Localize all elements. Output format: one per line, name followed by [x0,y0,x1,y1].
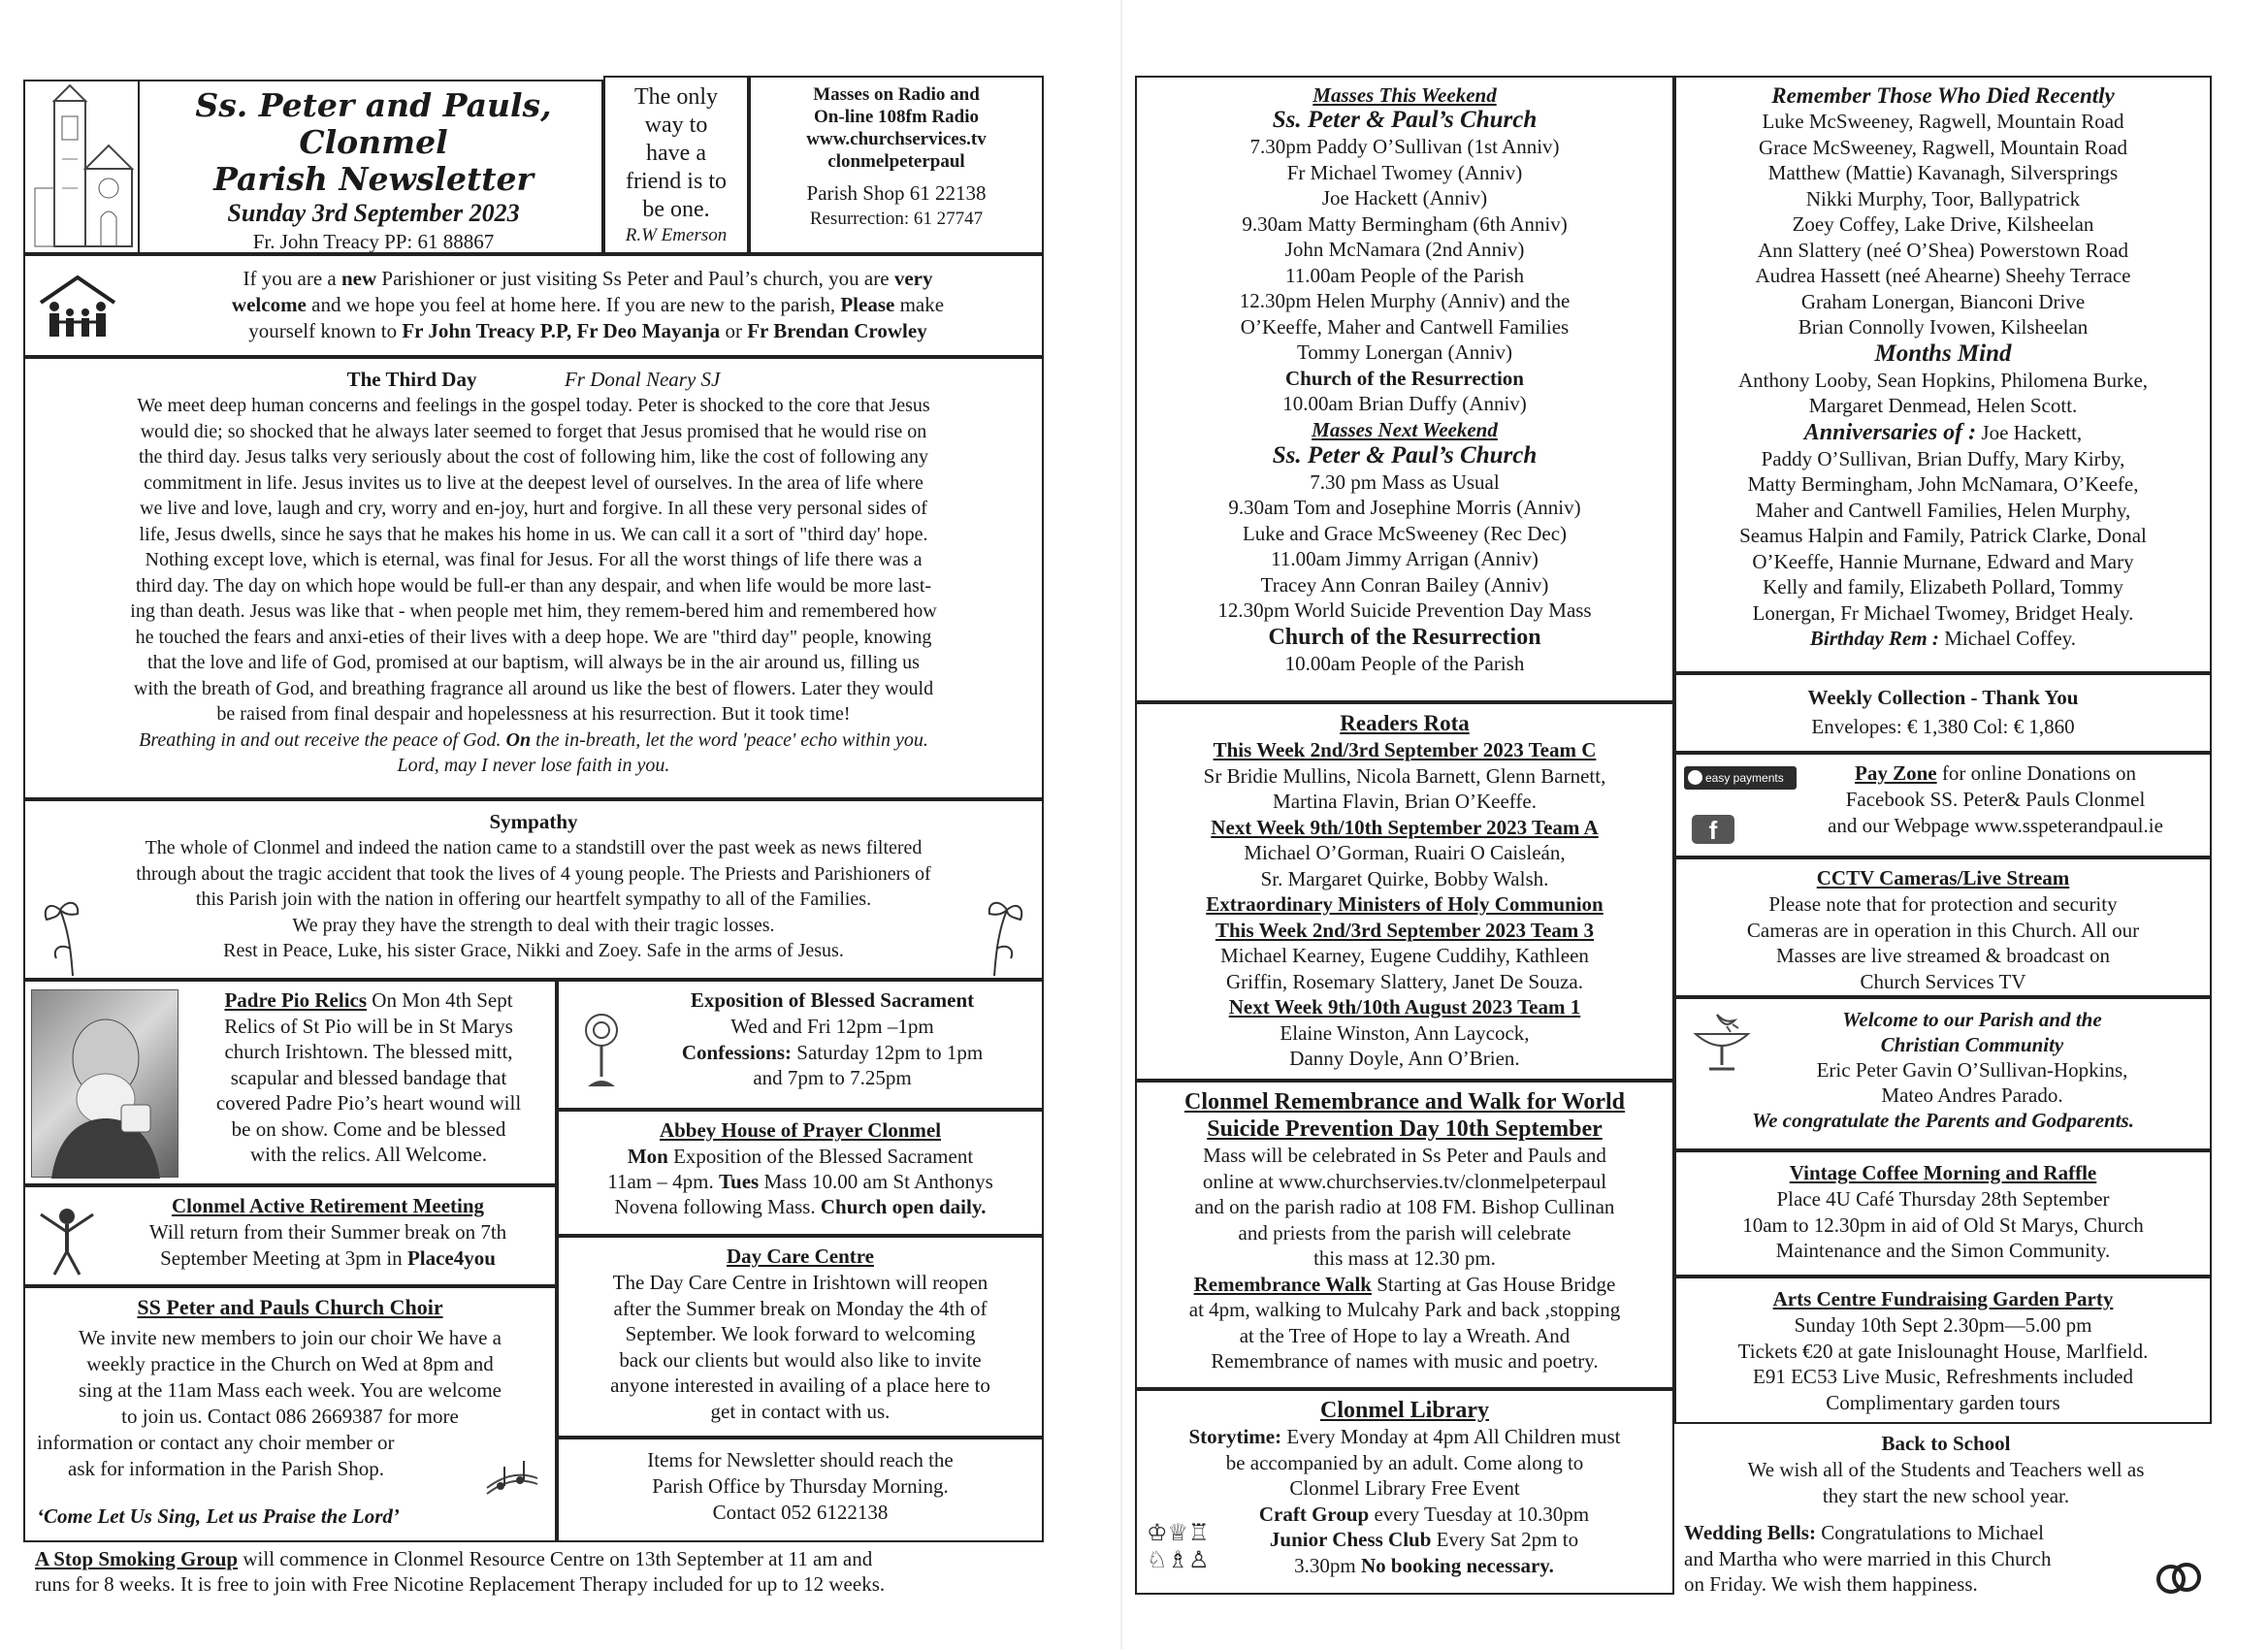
monstrance-icon [582,1007,621,1088]
readers-title: Readers Rota [1340,711,1470,735]
cctv-line: Masses are live streamed & broadcast on [1775,944,2111,967]
anniversaries-title: Anniversaries of : [1803,419,1977,445]
masses-box [1135,76,1674,702]
baptism-congrats: We congratulate the Parents and Godparents. [1752,1109,2134,1132]
mass-line: John McNamara (2nd Anniv) [1284,238,1525,261]
anniversaries-line: Maher and Cantwell Families, Helen Murphy, [1755,498,2131,522]
remembrance-title: Suicide Prevention Day 10th September [1207,1116,1603,1142]
welcome-line: welcome and we hope you feel at home here. If you are new to the parish, Please make [231,293,945,316]
third-day-line: Nothing except love, which is eternal, was final for Jesus. For all the worst things of life there was a [145,549,923,570]
padre-pio-line: with the relics. All Welcome. [249,1143,488,1166]
smoking-line: runs for 8 weeks. It is free to join with Free Nicotine Replacement Therapy included for up to 12 weeks. [35,1572,886,1596]
padre-pio-line: scapular and blessed bandage that [230,1065,507,1089]
ministers-heading: Next Week 9th/10th August 2023 Team 1 [1228,995,1581,1018]
library-title: Clonmel Library [1320,1398,1489,1423]
anniversaries-line: Kelly and family, Elizabeth Pollard, Tommy [1763,575,2123,598]
retirement-line: September Meeting at 3pm in Place4you [160,1246,496,1270]
ministers-line: Michael Kearney, Eugene Cuddihy, Kathleen [1220,944,1589,967]
baptism-box [1674,997,2212,1150]
smoking-line: A Stop Smoking Group will commence in Clonmel Resource Centre on 13th September at 11 am and [35,1547,873,1570]
library-line: Junior Chess Club Every Sat 2pm to [1269,1528,1579,1551]
day-care-title: Day Care Centre [726,1245,874,1268]
third-day-line: with the breath of God, and breathing fragrance all around us like the best of flowers. Later they would [133,677,934,699]
smoking-notice [35,1546,1053,1597]
day-care-box [557,1236,1044,1438]
padre-pio-line: Relics of St Pio will be in St Marys [224,1014,513,1038]
mass-line: 9.30am Tom and Josephine Morris (Anniv) [1228,496,1581,519]
third-day-title: The Third Day [346,368,477,391]
sympathy-line: The whole of Clonmel and indeed the nation came to a standstill over the past week as news filtered [145,837,923,858]
mass-line: Luke and Grace McSweeney (Rec Dec) [1242,521,1568,545]
payzone-title[interactable]: Pay Zone [1855,761,1937,785]
third-day-closing: Lord, may I never lose faith in you. [397,755,670,776]
quote-box [603,76,749,254]
walk-title: Remembrance Walk [1193,1272,1372,1296]
deceased-line: Matthew (Mattie) Kavanagh, Silversprings [1767,161,2119,184]
remembrance-line: and priests from the parish will celebrate [1238,1220,1571,1245]
masses-weekend-title: Masses This Weekend [1312,83,1497,107]
third-day-author: Fr Donal Neary SJ [564,368,721,391]
readers-heading: This Week 2nd/3rd September 2023 Team C [1213,738,1597,761]
collection-line: Envelopes: € 1,380 Col: € 1,860 [1811,715,2075,738]
mass-line: O’Keeffe, Maher and Cantwell Families [1240,314,1570,339]
payzone-box [1674,753,2212,857]
arts-line: Complimentary garden tours [1826,1390,2060,1414]
church-name: Church of the Resurrection [1285,366,1524,390]
masthead-date: Sunday 3rd September 2023 [227,199,520,227]
mass-line: 7.30 pm Mass as Usual [1310,469,1500,494]
choir-line: We invite new members to join our choir We have a [79,1326,502,1349]
third-day-line: We meet deep human concerns and feelings in the gospel today. Peter is shocked to the core that Jesus [137,395,930,416]
church-illustration [25,81,140,254]
sympathy-line: this Parish join with the nation in offering our heartfelt sympathy to all of the Families. [195,889,872,910]
exposition-line: Wed and Fri 12pm –1pm [730,1015,934,1038]
mass-line: 11.00am People of the Parish [1285,263,1524,287]
church-name: Ss. Peter & Paul’s Church [1272,107,1538,133]
quote-line: The only [634,84,718,110]
retirement-box [23,1185,557,1286]
day-care-line: September. We look forward to welcoming [625,1322,976,1345]
vintage-box [1674,1150,2212,1277]
svg-text:♔♕♖: ♔♕♖ [1147,1519,1210,1546]
mass-line: Tracey Ann Conran Bailey (Anniv) [1260,572,1549,597]
deceased-line: Graham Lonergan, Bianconi Drive [1800,289,2086,313]
church-name: Church of the Resurrection [1268,624,1541,650]
quote-line: way to [644,113,708,138]
choir-line: weekly practice in the Church on Wed at 8pm and [86,1352,494,1375]
padre-pio-line: Padre Pio Relics On Mon 4th Sept [224,988,513,1012]
library-line: Craft Group every Tuesday at 10.30pm [1258,1502,1590,1526]
deceased-line: Zoey Coffey, Lake Drive, Kilsheelan [1792,212,2094,236]
welcome-line: If you are a new Parishioner or just visiting Ss Peter and Paul’s church, you are very [243,267,933,290]
sympathy-line: through about the tragic accident that took the lives of 4 young people. The Priests and Parishioners of [136,862,931,885]
cctv-title: CCTV Cameras/Live Stream [1816,866,2070,889]
third-day-heading [31,367,1036,393]
anniversaries-line: Matty Bermingham, John McNamara, O’Keefe, [1747,472,2139,496]
baptism-title: Welcome to our Parish and the [1842,1008,2102,1031]
payzone-badge[interactable]: easy payments plus [1684,766,1797,790]
third-day-line: life, Jesus dwells, since he says that he makes his home in us. We can call it a sort of "third day' hope. [139,523,928,545]
cctv-box [1674,857,2212,997]
arts-line: Sunday 10th Sept 2.30pm—5.00 pm [1794,1313,2092,1337]
mass-line: 11.00am Jimmy Arrigan (Anniv) [1271,547,1539,570]
cctv-line: Please note that for protection and security [1768,892,2118,916]
third-day-line: ing than death. Jesus was like that - when people met him, they remem-bered him and remembered how [130,600,937,622]
abbey-title: Abbey House of Prayer Clonmel [659,1118,942,1142]
abbey-box [557,1110,1044,1236]
wedding-line: on Friday. We wish them happiness. [1684,1572,1978,1596]
ministers-heading: Extraordinary Ministers of Holy Communion [1206,892,1604,916]
sympathy-title: Sympathy [489,810,578,833]
resurrection-phone: Resurrection: 61 27747 [809,209,984,229]
walk-line: Remembrance Walk Starting at Gas House Bridge [1193,1272,1616,1296]
collection-box [1674,673,2212,753]
third-day-line: third day. The day on which hope would be full-er than any despair, and when life would be more last- [135,574,932,597]
third-day-line: would die; so shocked that he always later seemed to forget that Jesus promised that he would rise on [140,420,927,442]
remembrance-line: this mass at 12.30 pm. [1313,1246,1496,1270]
collection-title: Weekly Collection - Thank You [1807,686,2079,709]
remembrance-line: Mass will be celebrated in Ss Peter and Pauls and [1203,1144,1606,1167]
masses-next-title: Masses Next Weekend [1312,417,1498,441]
deceased-line: Luke McSweeney, Ragwell, Mountain Road [1762,110,2124,133]
months-mind-title: Months Mind [1874,340,2012,367]
vintage-line: Maintenance and the Simon Community. [1775,1239,2111,1262]
remembrance-title: Clonmel Remembrance and Walk for World [1183,1089,1625,1115]
choir-line: ask for information in the Parish Shop. [68,1457,385,1480]
church-name: Ss. Peter & Paul’s Church [1272,441,1538,469]
baptism-line: Eric Peter Gavin O’Sullivan-Hopkins, [1816,1058,2128,1082]
radio-box [749,76,1044,254]
masthead-pp: Fr. John Treacy PP: 61 88867 [252,230,495,253]
readers-line: Sr. Margaret Quirke, Bobby Walsh. [1260,866,1549,890]
choir-line: information or contact any choir member or [37,1431,395,1454]
retirement-line: Will return from their Summer break on 7th [148,1220,507,1244]
dancing-figure-icon [33,1201,101,1278]
ministers-line: Danny Doyle, Ann O’Brien. [1289,1047,1520,1070]
payzone-line: Pay Zone for online Donations on [1855,761,2136,785]
third-day-line: commitment in life. Jesus invites us to live at the deepest level of ourselves. In the area of life where [144,471,923,494]
abbey-line: 11am – 4pm. Tues Mass 10.00 am St Anthonys [607,1170,993,1193]
walk-line: at 4pm, walking to Mulcahy Park and back ,stopping [1188,1298,1621,1321]
readers-line: Michael O’Gorman, Ruairi O Caisleán, [1244,841,1566,864]
deceased-line: Nikki Murphy, Toor, Ballypatrick [1805,186,2081,210]
arts-line: Tickets €20 at gate Inislounaght House, Marlfield. [1737,1339,2149,1363]
payzone-badge-icon [1688,770,1702,785]
arts-line: E91 EC53 Live Music, Refreshments included [1753,1365,2133,1388]
page-fold [1120,0,1122,1649]
exposition-title: Exposition of Blessed Sacrament [690,988,975,1012]
wedding-line: and Martha who were married in this Church [1684,1546,2052,1570]
deceased-line: Ann Slattery (neé O’Shea) Powerstown Road [1758,238,2128,262]
library-line: Storytime: Every Monday at 4pm All Children must [1188,1425,1621,1448]
third-day-line: be raised from final despair and hopelessness at his resurrection. But it took time! [216,703,851,725]
baptism-line: Mateo Andres Parado. [1881,1083,2063,1107]
quote-line: have a [646,141,706,166]
school-line: they start the new school year. [1822,1483,2070,1507]
deceased-line: Brian Connolly Ivowen, Kilsheelan [1798,315,2089,339]
mass-line: 12.30pm World Suicide Prevention Day Mass [1217,598,1592,622]
baptism-title: Christian Community [1880,1033,2064,1056]
items-line: Contact 052 6122138 [712,1501,889,1524]
day-care-line: The Day Care Centre in Irishtown will reopen [612,1271,988,1294]
church-tower-icon [25,81,138,254]
quote-line: be one. [642,197,710,222]
third-day-closing: Breathing in and out receive the peace of God. On the in-breath, let the word 'peace' echo within you. [139,728,928,751]
sympathy-box [23,799,1044,980]
school-section [1684,1430,2208,1598]
mass-line: Joe Hackett (Anniv) [1321,186,1488,210]
payzone-link[interactable]: and our Webpage www.sspeterandpaul.ie [1828,814,2163,837]
anniversaries-line: Anniversaries of : Joe Hackett, [1803,419,2083,445]
abbey-line: Novena following Mass. Church open daily. [614,1195,987,1218]
facebook-icon[interactable]: f [1692,815,1734,844]
music-notes-icon [483,1449,541,1507]
walk-line: at the Tree of Hope to lay a Wreath. And [1239,1323,1571,1347]
mass-line: 10.00am Brian Duffy (Anniv) [1282,392,1527,415]
padre-pio-photo [31,989,178,1178]
welcome-box [23,254,1044,357]
padre-pio-line: church Irishtown. The blessed mitt, [224,1040,513,1063]
day-care-line: anyone interested in availing of a place here to [610,1374,990,1397]
wedding-notice [1684,1520,2208,1598]
readers-line: Sr Bridie Mullins, Nicola Barnett, Glenn Barnett, [1203,763,1606,788]
baptism-font-icon [1688,1009,1756,1077]
birthday-title: Birthday Rem : [1809,627,1939,650]
remembrance-line: and on the parish radio at 108 FM. Bishop Cullinan [1194,1195,1615,1218]
cctv-line: Cameras are in operation in this Church. All our [1746,918,2140,942]
remember-title: Remember Those Who Died Recently [1771,83,2115,108]
quote-line: friend is to [626,169,727,194]
third-day-box [23,357,1044,799]
exposition-box [557,980,1044,1110]
choir-box [23,1286,557,1542]
library-line: 3.30pm No booking necessary. [1294,1553,1554,1577]
arts-box [1674,1277,2212,1424]
readers-line: Martina Flavin, Brian O’Keeffe. [1273,790,1537,813]
masthead-title: Ss. Peter and Pauls, Clonmel [195,86,552,161]
day-care-line: get in contact with us. [710,1399,891,1423]
radio-line: clonmelpeterpaul [827,151,965,172]
wedding-title: Wedding Bells: [1684,1521,1816,1544]
mass-line: 12.30pm Helen Murphy (Anniv) and the [1239,289,1571,312]
day-care-line: back our clients but would also like to invite [619,1347,982,1372]
mass-line: 10.00am People of the Parish [1284,651,1525,675]
sympathy-line: Rest in Peace, Luke, his sister Grace, Nikki and Zoey. Safe in the arms of Jesus. [223,940,844,961]
family-house-icon [35,274,120,343]
cctv-line: Church Services TV [1860,969,2026,993]
quote-author: R.W Emerson [625,225,728,245]
radio-line: On-line 108fm Radio [814,107,979,127]
padre-pio-line: covered Padre Pio’s heart wound will [215,1091,522,1115]
remember-box [1674,76,2212,673]
smoking-title: A Stop Smoking Group [35,1547,239,1570]
right-page [1135,0,2251,1649]
ministers-line: Elaine Winston, Ann Laycock, [1280,1020,1530,1045]
vintage-line: Place 4U Café Thursday 28th September [1776,1187,2110,1211]
third-day-line: that the love and life of God, promised at our baptism, will always be in the air around us, filling us [147,652,920,673]
lily-icon [39,890,107,978]
wedding-rings-icon [2152,1558,2206,1597]
padre-pio-line: be on show. Come and be blessed [231,1116,506,1141]
lily-icon [960,890,1028,978]
items-line: Parish Office by Thursday Morning. [652,1474,949,1498]
months-mind-line: Margaret Denmead, Helen Scott. [1808,394,2078,417]
readers-heading: Next Week 9th/10th September 2023 Team A [1211,815,1599,839]
left-page [0,0,1067,1649]
masthead-subtitle: Parish Newsletter [213,160,534,198]
third-day-line: he touched the fears and anxi-eties of their lives with a deep hope. We are "third day" people, knowing [135,626,932,648]
remembrance-link[interactable]: online at www.churchservies.tv/clonmelpeterpaul [1202,1169,1607,1193]
choir-motto: ‘Come Let Us Sing, Let us Praise the Lord’ [37,1504,400,1528]
anniversaries-line: Seamus Halpin and Family, Patrick Clarke, Donal [1739,524,2147,547]
months-mind-line: Anthony Looby, Sean Hopkins, Philomena Burke, [1737,368,2149,392]
retirement-title: Clonmel Active Retirement Meeting [171,1194,485,1217]
anniversaries-line: Lonergan, Fr Michael Twomey, Bridget Healy. [1752,600,2134,625]
confessions-line: Confessions: Saturday 12pm to 1pm [681,1040,984,1064]
third-day-line: the third day. Jesus talks very seriously about the cost of following him, like the cost of following any [138,446,929,468]
sympathy-line: We pray they have the strength to deal with their tragic losses. [292,914,775,936]
anniversaries-line: O’Keeffe, Hannie Murnane, Edward and Mary [1752,549,2134,573]
ministers-heading: This Week 2nd/3rd September 2023 Team 3 [1215,918,1595,942]
school-title: Back to School [1881,1432,2011,1455]
mass-line: 7.30pm Paddy O’Sullivan (1st Anniv) [1249,135,1560,158]
payzone-line: Facebook SS. Peter& Pauls Clonmel [1845,788,2146,811]
library-line: Clonmel Library Free Event [1289,1476,1520,1500]
day-care-line: after the Summer break on Monday the 4th of [613,1296,988,1320]
mass-line: Fr Michael Twomey (Anniv) [1286,160,1523,184]
birthday-line: Birthday Rem : Michael Coffey. [1809,627,2077,650]
items-line: Items for Newsletter should reach the [647,1448,954,1471]
chess-pieces-icon [1145,1517,1234,1571]
walk-line: Remembrance of names with music and poetry. [1211,1349,1599,1373]
library-box [1135,1389,1674,1595]
deceased-line: Grace McSweeney, Ragwell, Mountain Road [1758,135,2128,159]
welcome-line: yourself known to Fr John Treacy P.P, Fr Deo Mayanja or Fr Brendan Crowley [248,319,927,342]
readers-box [1135,702,1674,1081]
vintage-title: Vintage Coffee Morning and Raffle [1789,1161,2097,1184]
padre-pio-box [23,980,557,1185]
ministers-line: Griffin, Rosemary Slattery, Janet De Souza. [1226,969,1583,993]
wedding-line: Wedding Bells: Congratulations to Michael [1684,1521,2044,1544]
school-line: We wish all of the Students and Teachers well as [1747,1458,2145,1481]
items-box [557,1438,1044,1542]
anniversaries-line: Paddy O’Sullivan, Brian Duffy, Mary Kirby, [1761,446,2125,470]
mass-line: Tommy Lonergan (Anniv) [1296,340,1513,364]
library-line: be accompanied by an adult. Come along to [1225,1450,1584,1474]
deceased-line: Audrea Hassett (neé Ahearne) Sheehy Terrace [1755,264,2131,287]
masthead [23,80,603,254]
mass-line: 9.30am Matty Bermingham (6th Anniv) [1242,211,1568,236]
radio-line: Masses on Radio and [813,84,980,105]
third-day-line: we live and love, laugh and cry, worry and en-joy, hurt and forgive. In all these very personal sides of [140,498,927,519]
padre-pio-title: Padre Pio Relics [224,988,368,1012]
exposition-line: and 7pm to 7.25pm [753,1066,912,1089]
choir-line: to join us. Contact 086 2669387 for more [121,1405,459,1428]
parish-shop: Parish Shop 61 22138 [806,181,987,205]
arts-title: Arts Centre Fundraising Garden Party [1772,1287,2114,1310]
choir-title: SS Peter and Pauls Church Choir [137,1295,443,1319]
svg-text:♘♗♙: ♘♗♙ [1147,1546,1210,1571]
radio-link[interactable]: www.churchservices.tv [806,129,987,149]
choir-line: sing at the 11am Mass each week. You are welcome [78,1378,502,1402]
remembrance-box [1135,1081,1674,1389]
abbey-line: Mon Exposition of the Blessed Sacrament [627,1145,974,1168]
vintage-line: 10am to 12.30pm in aid of Old St Marys, Church [1742,1212,2144,1237]
